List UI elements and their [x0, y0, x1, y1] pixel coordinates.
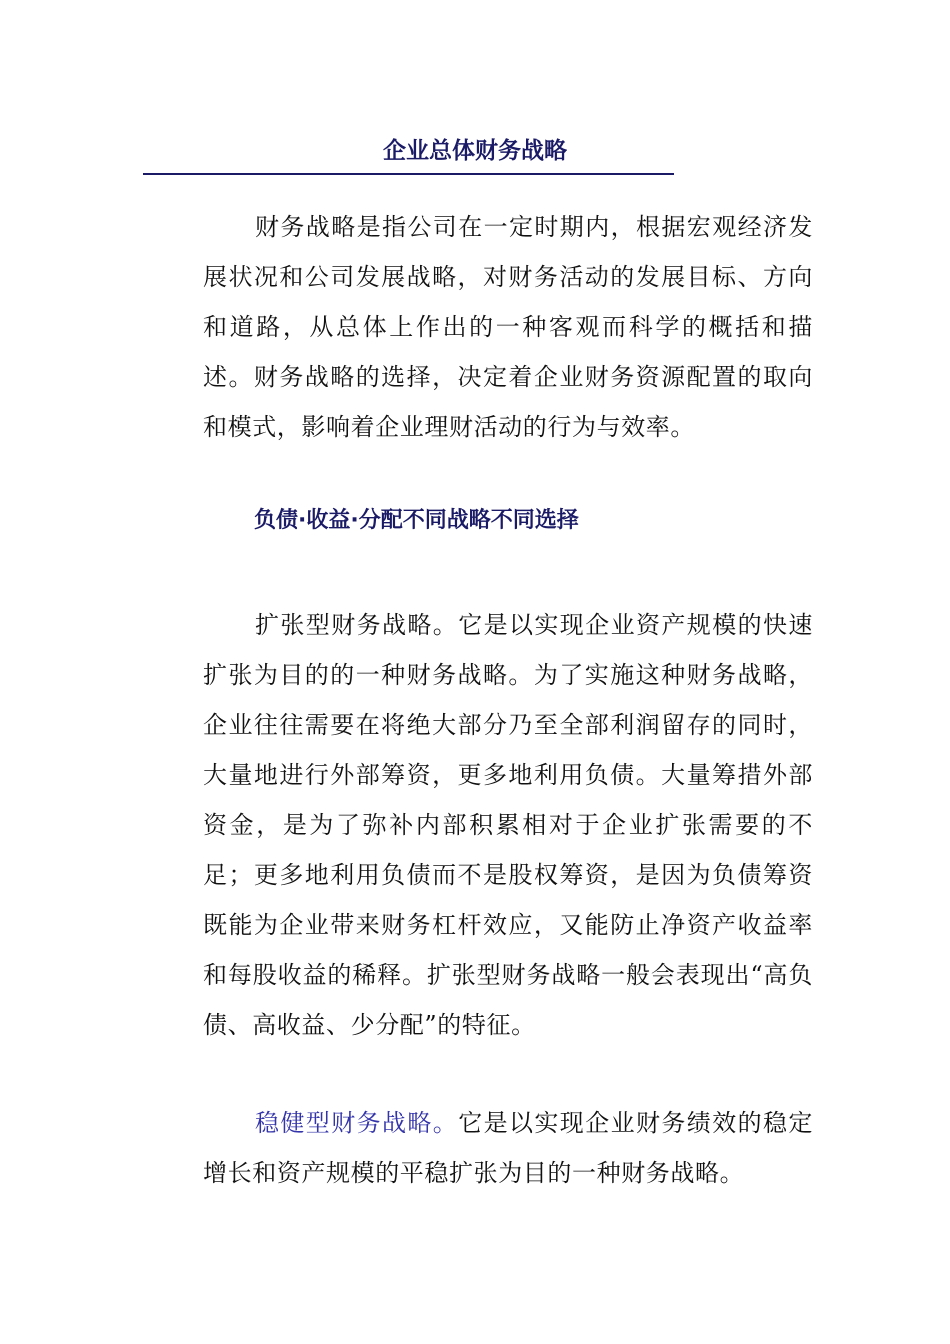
section-heading: 负债·收益·分配不同战略不同选择 [254, 508, 579, 533]
paragraph-body: 它是以实现企业财务绩效的稳定增长和资产规模的平稳扩张为目的一种财务战略。 [203, 1109, 813, 1187]
page-title: 企业总体财务战略 [383, 138, 567, 164]
paragraph-intro: 财务战略是指公司在一定时期内，根据宏观经济发展状况和公司发展战略，对财务活动的发展目标、方向和道路，从总体上作出的一种客观而科学的概括和描述。财务战略的选择，决定着企业财务资源配置的取向和模式，影响着企业理财活动的行为与效率。 [203, 213, 813, 441]
title-underline [143, 173, 674, 175]
paragraph-lead-term: 稳健型财务战略。 [255, 1109, 459, 1137]
paragraph-expansion-strategy: 扩张型财务战略。它是以实现企业资产规模的快速扩张为目的的一种财务战略。为了实施这种财务战略，企业往往需要在将绝大部分乃至全部利润留存的同时，大量地进行外部筹资，更多地利用负债。大量筹措外部资金，是为了弥补内部积累相对于企业扩张需要的不足；更多地利用负债而不是股权筹资，是因为负债筹资既能为企业带来财务杠杆效应，又能防止净资产收益率和每股收益的稀释。扩张型财务战略一般会表现出“高负债、高收益、少分配”的特征。 [203, 611, 813, 1039]
paragraph-stable-strategy [203, 1098, 813, 1198]
